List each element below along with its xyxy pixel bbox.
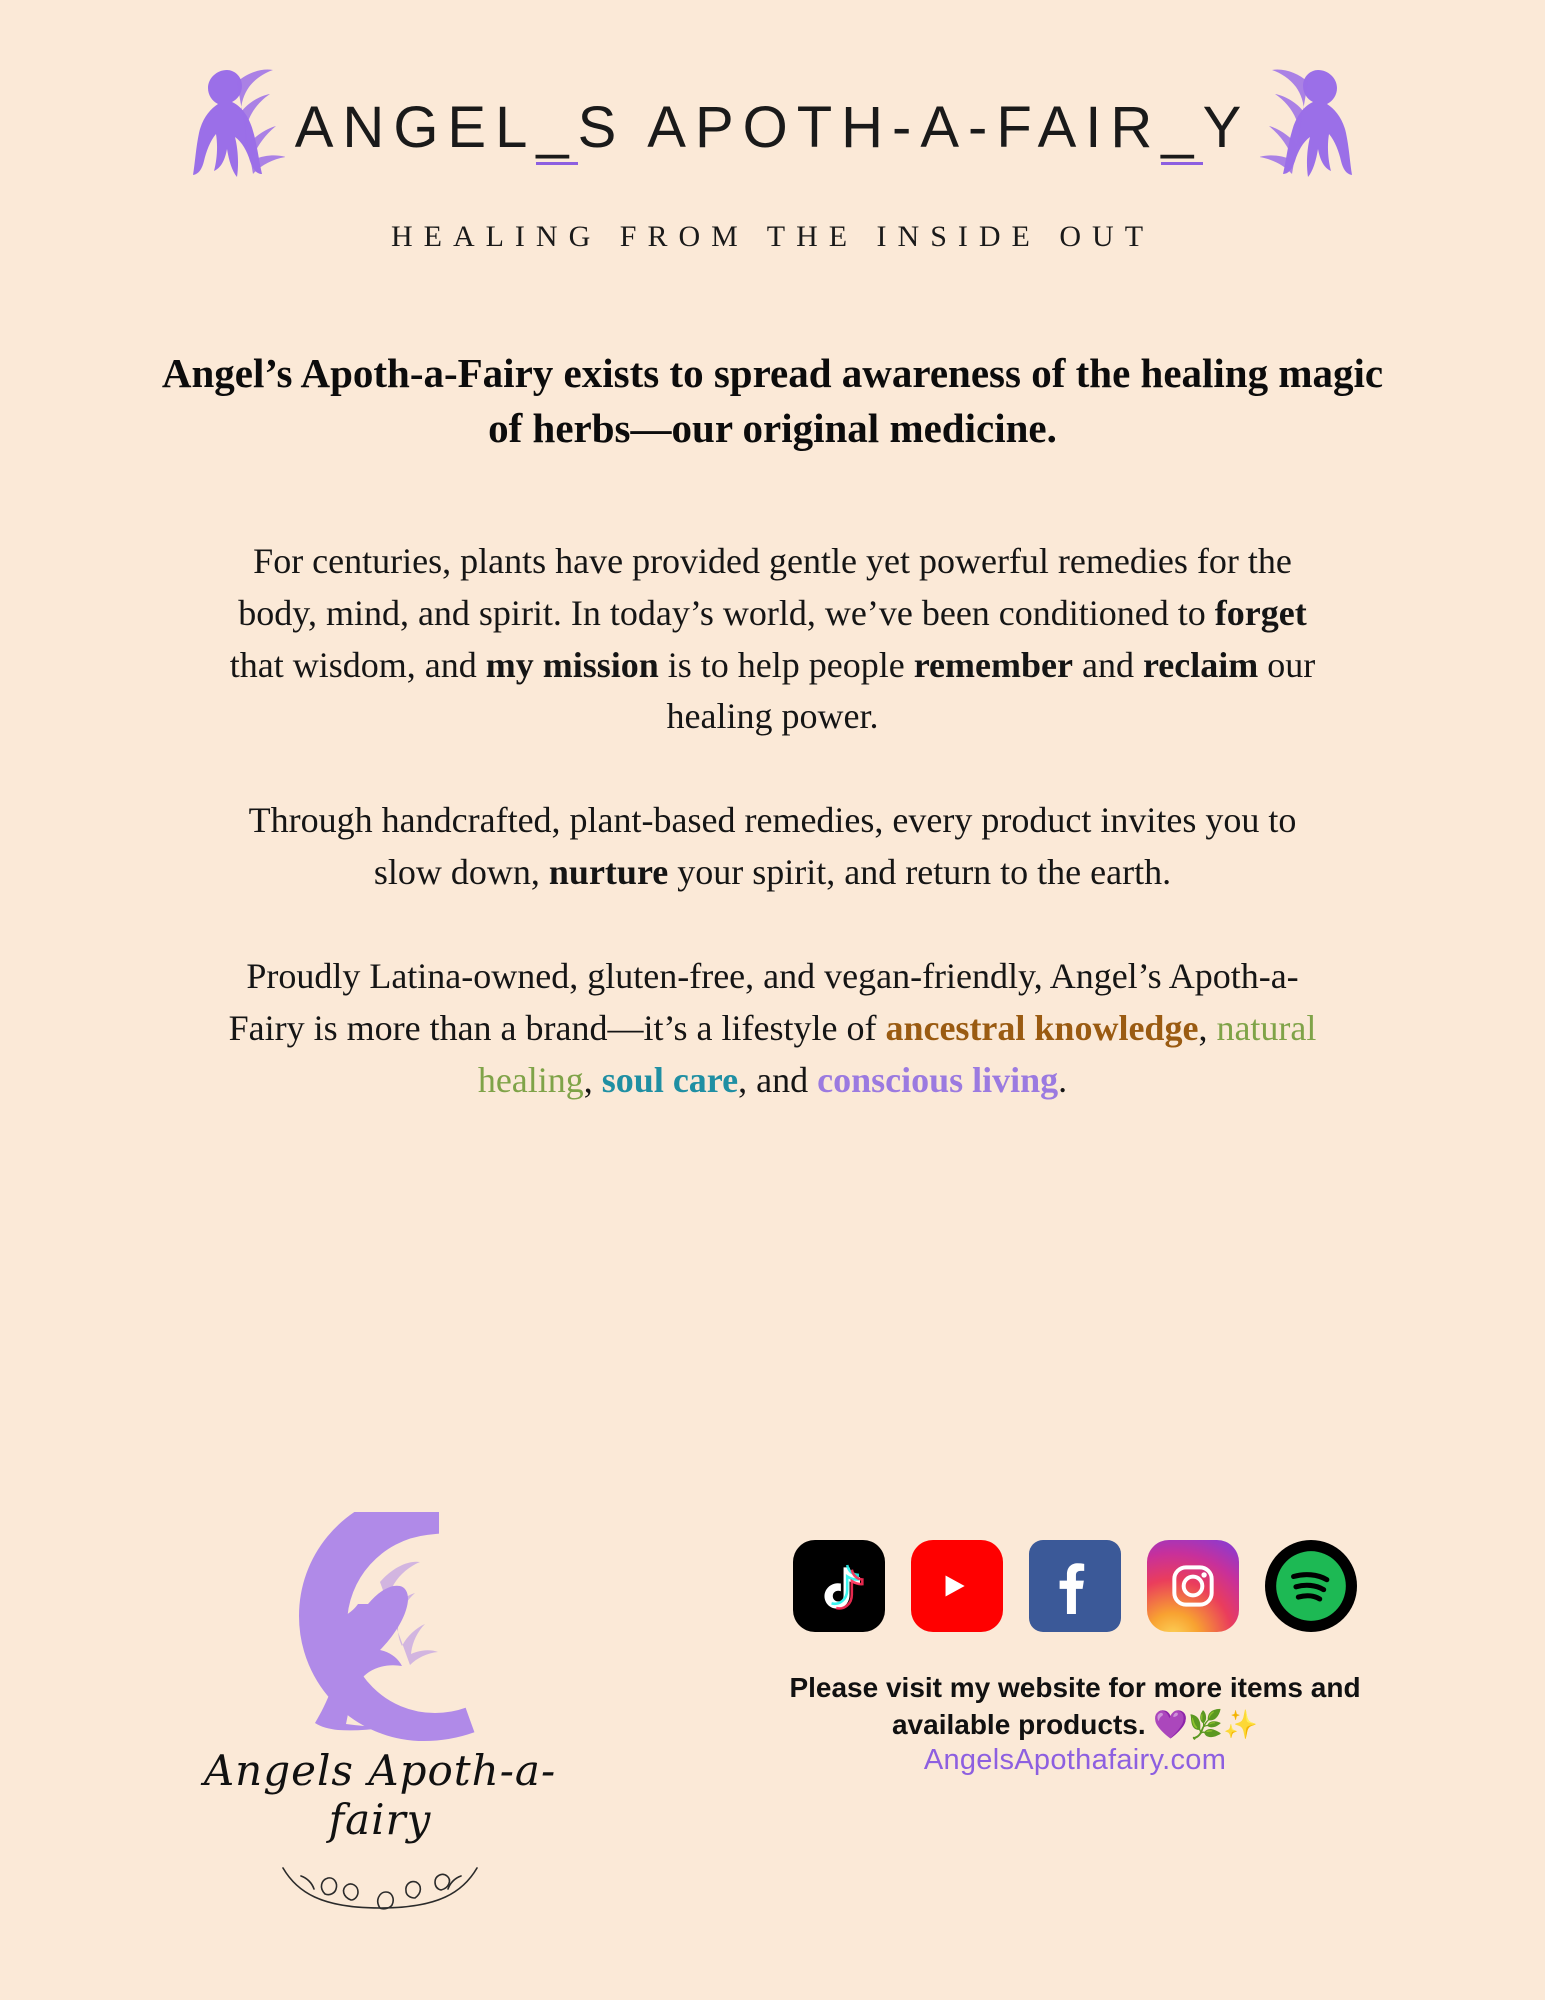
website-link[interactable]: AngelsApothafairy.com xyxy=(923,1743,1227,1776)
header xyxy=(0,0,1545,254)
footer-logo-block xyxy=(170,1512,590,1920)
accent-ancestral-knowledge: ancestral knowledge xyxy=(885,1007,1199,1048)
social-links xyxy=(755,1540,1395,1632)
lead-statement: Angel’s Apoth-a-Fairy exists to spread awareness of the healing magic of herbs—our original medicine. xyxy=(161,350,1384,451)
accent-soul-care: soul care xyxy=(601,1059,739,1100)
paragraph-2 xyxy=(218,795,1328,899)
facebook-icon[interactable] xyxy=(1029,1540,1121,1632)
fairy-on-crescent-moon-logo xyxy=(230,1512,530,1742)
p1-bold1: forget xyxy=(1214,592,1307,633)
p1-seg3: is to help people xyxy=(658,644,914,685)
brand-underscore-2: _ xyxy=(1161,95,1202,165)
tiktok-icon[interactable] xyxy=(793,1540,885,1632)
p3-seg2: , xyxy=(1198,1007,1217,1048)
paragraph-3 xyxy=(218,951,1328,1106)
tagline: HEALING FROM THE INSIDE OUT xyxy=(390,220,1155,253)
p2-seg1: Through handcrafted, plant-based remedies, every product invites you to slow down, xyxy=(248,800,1297,893)
footer-social-block xyxy=(755,1540,1395,1777)
fairy-silhouette-icon-left xyxy=(175,52,285,202)
footer xyxy=(0,1512,1545,1942)
visit-website-text: Please visit my website for more items and available products. 💜🌿✨ xyxy=(789,1672,1361,1740)
instagram-icon[interactable] xyxy=(1147,1540,1239,1632)
p3-seg1: Proudly Latina-owned, gluten-free, and vegan-friendly, Angel’s Apoth-a-Fairy is more than a brand—it’s a lifestyle of xyxy=(228,955,1299,1048)
p1-seg5: our healing power. xyxy=(666,644,1316,737)
floral-sprig-icon xyxy=(265,1850,495,1920)
p1-seg2: that wisdom, and xyxy=(229,644,486,685)
brand-row xyxy=(0,52,1545,202)
youtube-icon[interactable] xyxy=(911,1540,1003,1632)
brand-part-2: S APOTH-A-FAIR xyxy=(577,94,1162,160)
p1-seg4: and xyxy=(1072,644,1143,685)
p3-seg5: . xyxy=(1058,1059,1068,1100)
spotify-icon[interactable] xyxy=(1265,1540,1357,1632)
page-title xyxy=(295,94,1251,161)
body-copy xyxy=(218,536,1328,1106)
brand-part-3: Y xyxy=(1202,94,1251,160)
p2-bold1: nurture xyxy=(548,852,669,893)
p1-seg1: For centuries, plants have provided gentle yet powerful remedies for the body, mind, and spirit. In today’s world, we’ve been conditioned to xyxy=(238,540,1292,633)
p1-bold4: reclaim xyxy=(1142,644,1259,685)
fairy-silhouette-icon-right xyxy=(1260,52,1370,202)
p1-bold3: remember xyxy=(913,644,1073,685)
p1-bold2: my mission xyxy=(485,644,659,685)
accent-natural-healing: natural healing xyxy=(477,1007,1317,1100)
p3-seg4: , and xyxy=(738,1059,818,1100)
p3-seg3: , xyxy=(583,1059,602,1100)
accent-conscious-living: conscious living xyxy=(817,1059,1059,1100)
brand-part-1: ANGEL xyxy=(294,94,537,160)
brand-underscore-1: _ xyxy=(536,95,577,165)
p2-seg2: your spirit, and return to the earth. xyxy=(668,852,1172,893)
paragraph-1 xyxy=(218,536,1328,743)
brand-script-logo: Angels Apoth-a-fairy xyxy=(203,1746,557,1844)
